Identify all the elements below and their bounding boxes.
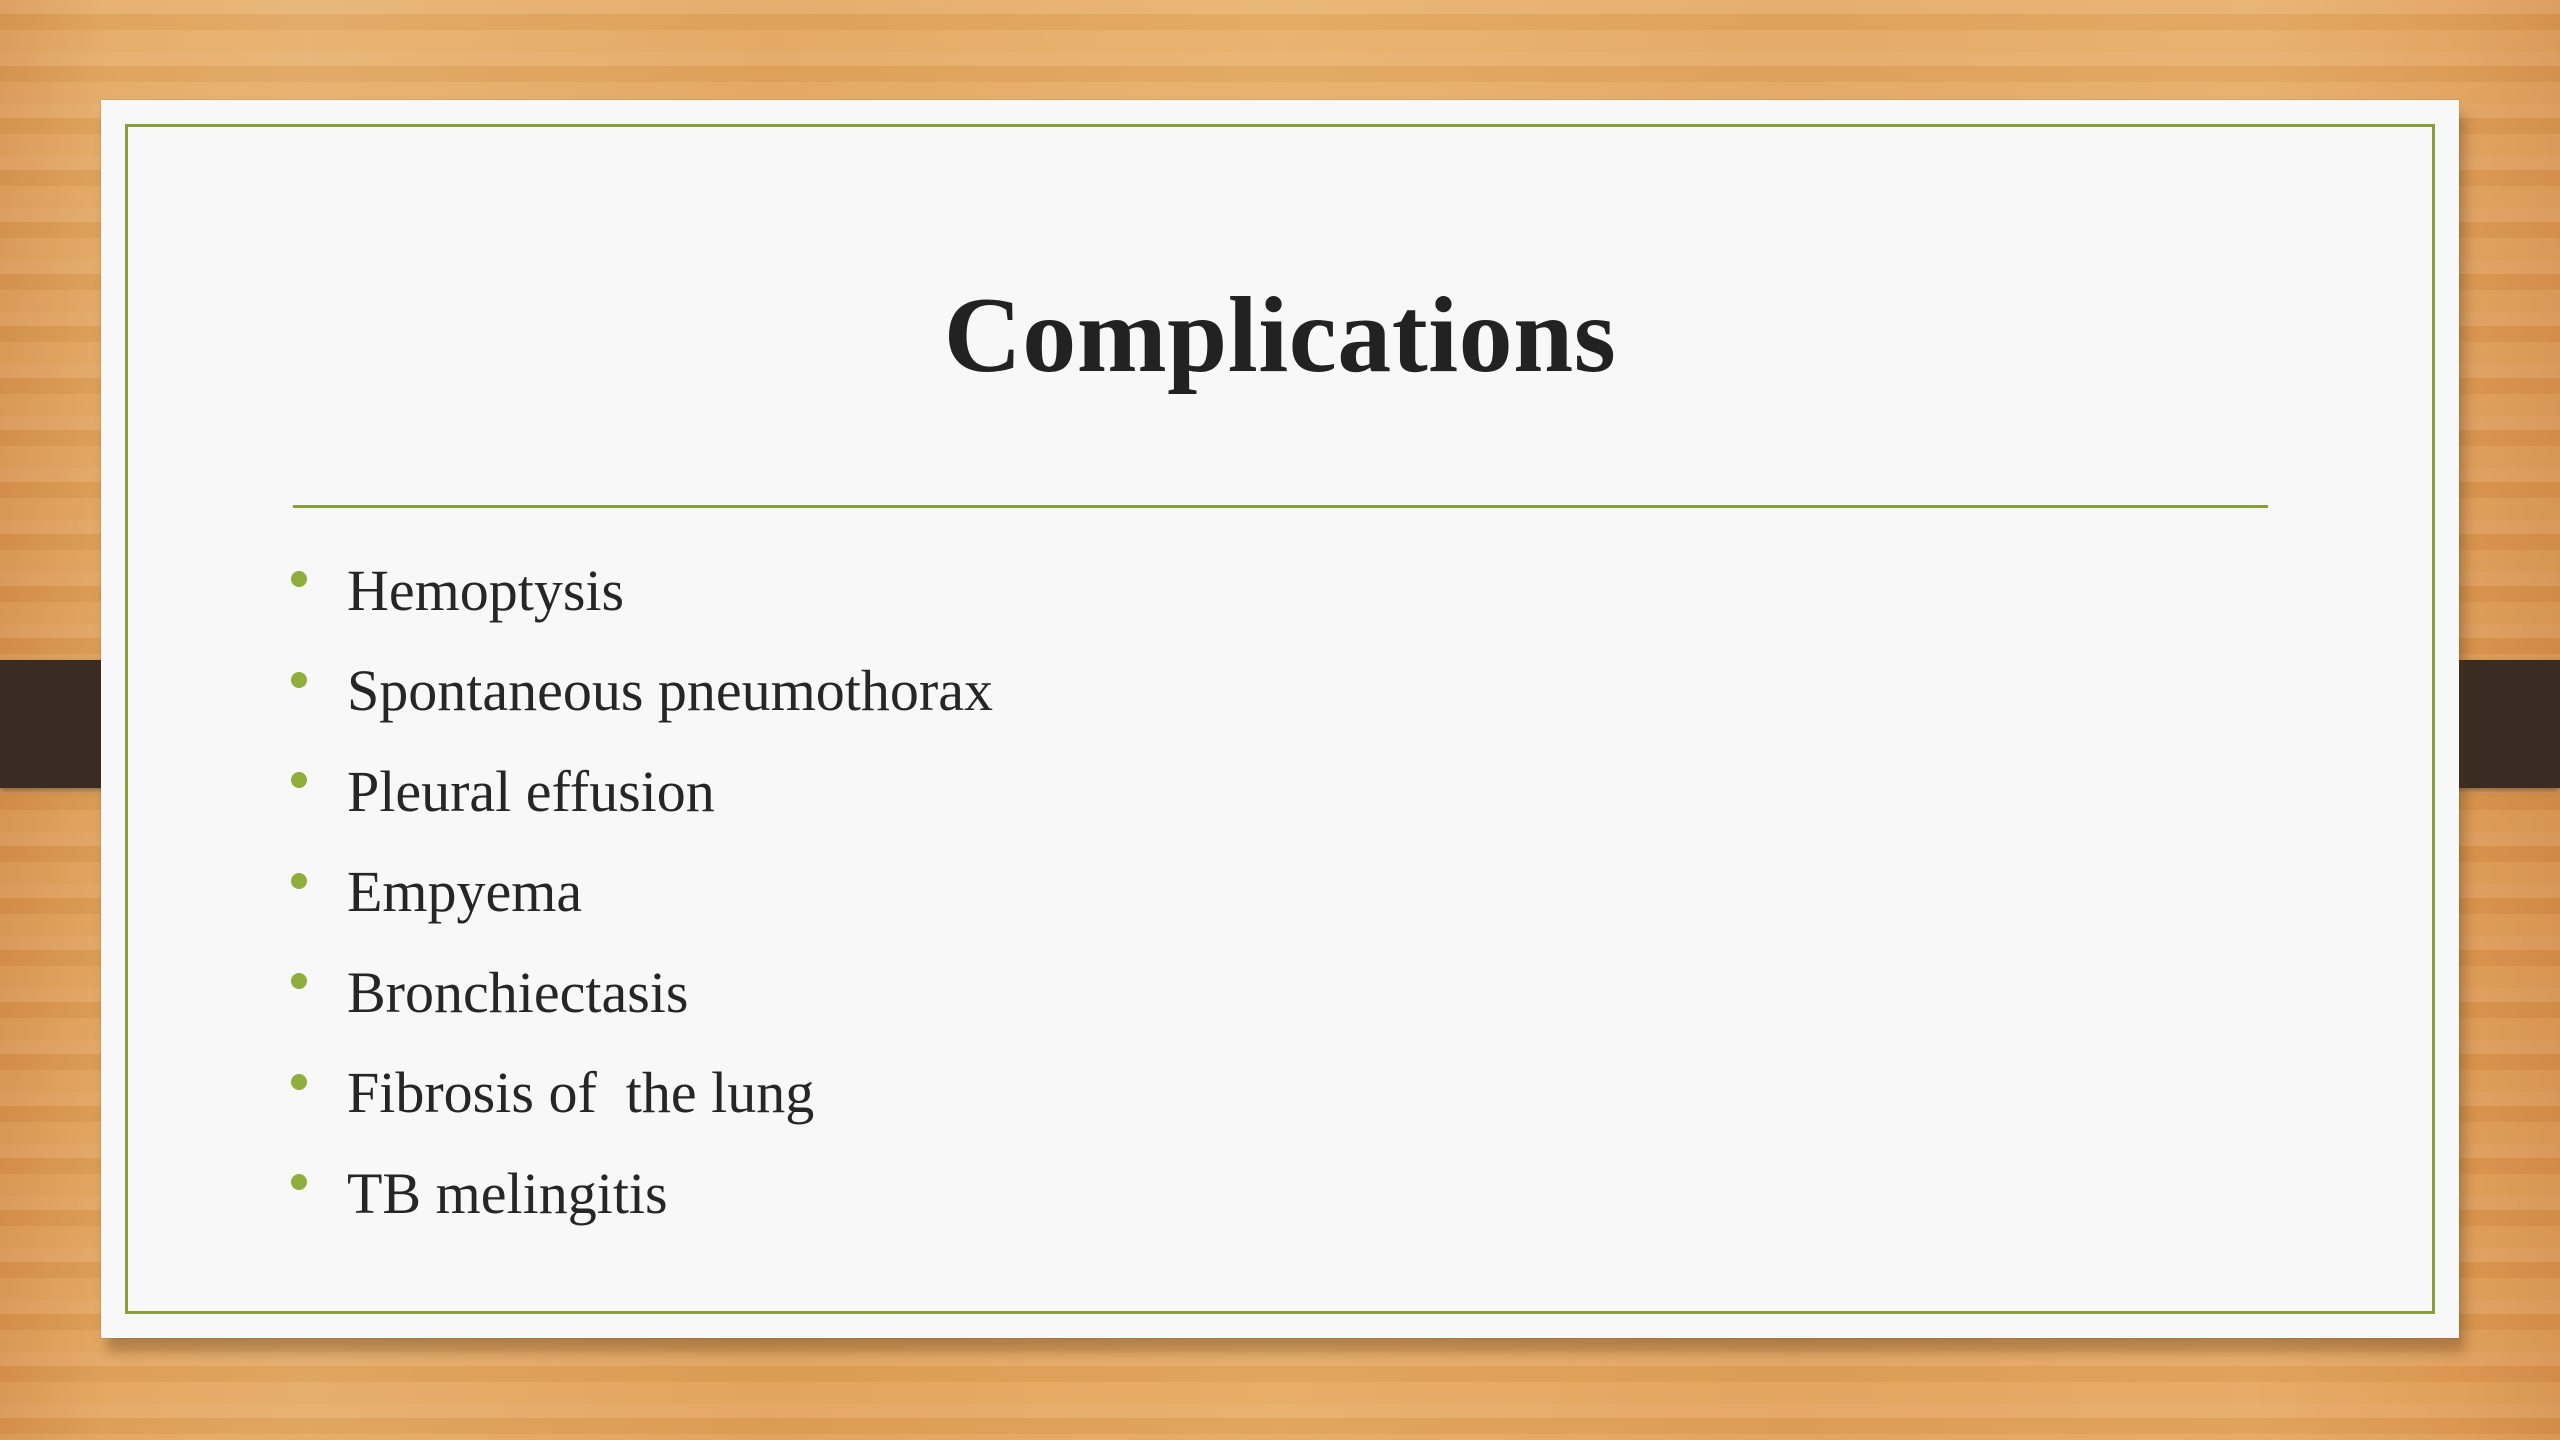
bullet-dot-icon <box>291 672 307 688</box>
bullet-text: Bronchiectasis <box>347 959 689 1025</box>
bullet-text: Empyema <box>347 859 583 925</box>
bullet-text: TB melingitis <box>347 1160 668 1226</box>
bullet-dot-icon <box>291 1074 307 1090</box>
slide-title: Complications <box>943 276 1617 395</box>
bullet-item <box>291 942 993 1043</box>
bullet-dot-icon <box>291 772 307 788</box>
bullet-dot-icon <box>291 1174 307 1190</box>
bullet-text: Fibrosis of the lung <box>347 1060 815 1126</box>
bullet-list <box>291 540 993 1244</box>
bullet-text: Hemoptysis <box>347 557 625 623</box>
bullet-item <box>291 1143 993 1244</box>
bullet-item <box>291 1043 993 1144</box>
bullet-text: Pleural effusion <box>347 758 715 824</box>
bullet-dot-icon <box>291 973 307 989</box>
bullet-item <box>291 641 993 742</box>
bullet-item <box>291 842 993 943</box>
title-divider <box>293 505 2268 508</box>
slide <box>101 100 2459 1338</box>
bullet-text: Spontaneous pneumothorax <box>347 658 993 724</box>
bullet-dot-icon <box>291 873 307 889</box>
bullet-item <box>291 540 993 641</box>
bullet-item <box>291 741 993 842</box>
bullet-dot-icon <box>291 571 307 587</box>
